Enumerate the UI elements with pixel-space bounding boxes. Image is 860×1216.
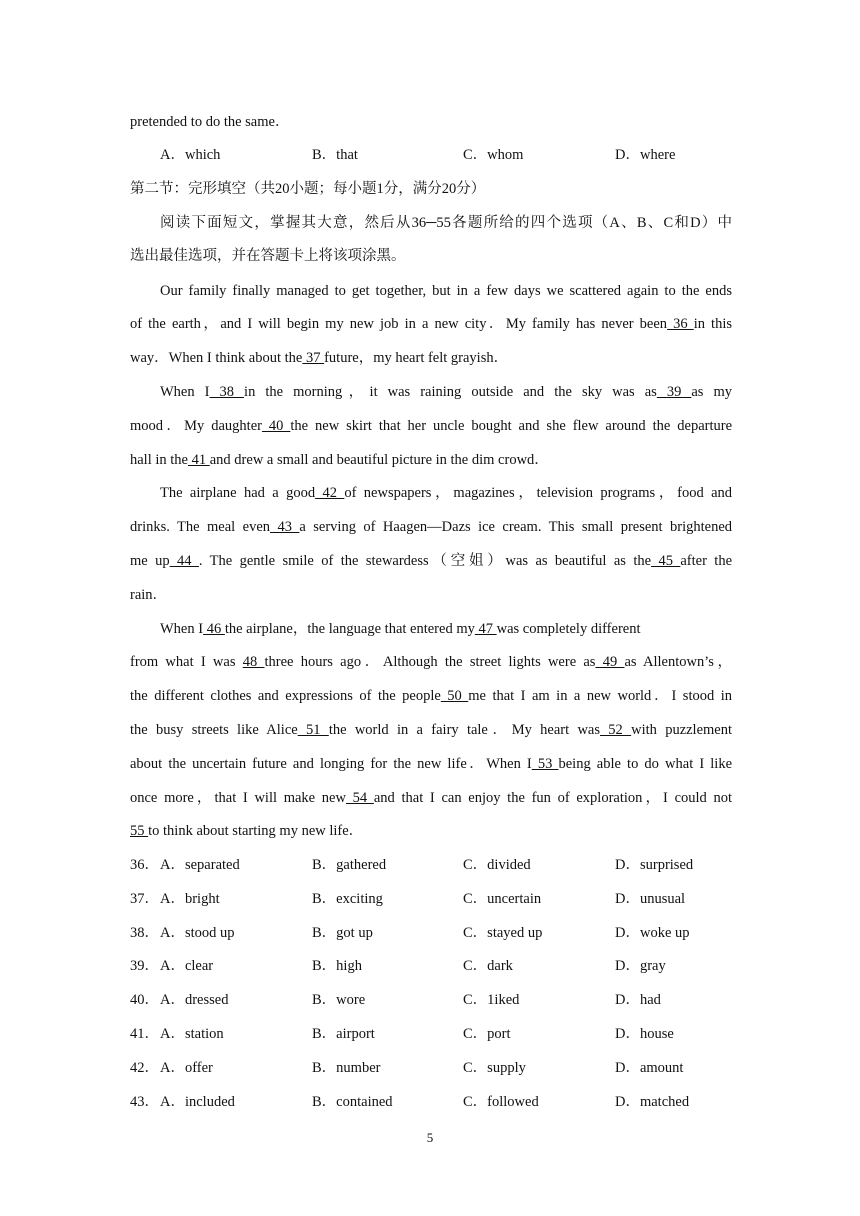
option-d: D．where: [615, 147, 676, 163]
blank-46: 46: [203, 621, 225, 637]
question-number: 37．: [130, 891, 159, 907]
section-heading: 第二节：完形填空（共20小题；每小题1分，满分20分）: [130, 181, 486, 197]
passage-line: of the earth，and I will begin my new job in a new city．My family has never been 36 in this: [130, 316, 733, 332]
option-a: A．included: [160, 1094, 235, 1110]
passage-line: Our family finally managed to get together, but in a few days we scattered again to the ends: [160, 283, 732, 299]
question-number: 41．: [130, 1026, 159, 1042]
option-a: A．which: [160, 147, 221, 163]
passage-line: once more，that I will make new 54 and that I can enjoy the fun of exploration，I could not: [130, 790, 733, 806]
passage-line: rain．: [130, 587, 168, 603]
page-number: 5: [426, 1130, 434, 1145]
option-b: B．high: [312, 958, 362, 974]
option-a: A．bright: [160, 891, 220, 907]
option-c: C．divided: [463, 857, 531, 873]
passage-line: drinks. The meal even 43 a serving of Haagen—Dazs ice cream. This small present brightened: [130, 519, 733, 535]
option-d: D．house: [615, 1026, 674, 1042]
question-row: [130, 855, 732, 875]
blank-53: 53: [531, 756, 559, 772]
passage-line: 55 to think about starting my new life．: [130, 823, 364, 839]
question-number: 38．: [130, 925, 159, 941]
option-c: C．1iked: [463, 992, 520, 1008]
blank-55: 55: [130, 823, 149, 839]
question-row: [130, 923, 732, 943]
option-c: C．followed: [463, 1094, 539, 1110]
option-c: C．whom: [463, 147, 524, 163]
passage-line: way．When I think about the 37 future，my heart felt grayish．: [130, 350, 509, 366]
passage-line: about the uncertain future and longing for the new life．When I 53 being able to do what I like: [130, 756, 732, 772]
passage-line: me up 44 . The gentle smile of the stewardess（空姐）was as beautiful as the 45 after the: [130, 553, 733, 569]
passage-line: The airplane had a good 42 of newspapers，magazines，television programs，food and: [160, 485, 733, 501]
option-b: B．got up: [312, 925, 373, 941]
option-b: B．contained: [312, 1094, 393, 1110]
question-row: [130, 990, 732, 1010]
passage-line: mood．My daughter 40 the new skirt that her uncle bought and she flew around the departure: [130, 418, 733, 434]
blank-40: 40: [261, 418, 291, 434]
passage-line: from what I was 48 three hours ago．Although the street lights were as 49 as Allentown’s，: [130, 654, 732, 670]
option-d: D．gray: [615, 958, 666, 974]
blank-50: 50: [440, 688, 469, 704]
blank-45: 45: [651, 553, 681, 569]
blank-42: 42: [315, 485, 345, 501]
option-a: A．separated: [160, 857, 240, 873]
blank-48: 48: [242, 654, 265, 670]
question-number: 39．: [130, 958, 159, 974]
option-d: D．amount: [615, 1060, 684, 1076]
option-d: D．woke up: [615, 925, 690, 941]
blank-47: 47: [474, 621, 497, 637]
question-number: 43．: [130, 1094, 159, 1110]
blank-38: 38: [209, 384, 245, 400]
option-c: C．dark: [463, 958, 513, 974]
question-number: 40．: [130, 992, 159, 1008]
option-b: B．exciting: [312, 891, 383, 907]
question-row: [130, 889, 732, 909]
section-instructions-1: 阅读下面短文，掌握其大意，然后从36─55各题所给的四个选项（A、B、C和D）中: [160, 215, 732, 231]
blank-36: 36: [667, 316, 694, 332]
option-a: A．offer: [160, 1060, 213, 1076]
blank-52: 52: [600, 722, 632, 738]
option-c: C．stayed up: [463, 925, 543, 941]
option-c: C．port: [463, 1026, 511, 1042]
question-row: [130, 1024, 732, 1044]
blank-39: 39: [656, 384, 692, 400]
option-a: A．station: [160, 1026, 224, 1042]
option-d: D．had: [615, 992, 661, 1008]
passage-line: hall in the 41 and drew a small and beautiful picture in the dim crowd．: [130, 452, 549, 468]
option-b: B．number: [312, 1060, 381, 1076]
passage-line: the busy streets like Alice 51 the world in a fairy tale．My heart was 52 with puzzlement: [130, 722, 733, 738]
option-c: C．supply: [463, 1060, 526, 1076]
passage-line: When I 46 the airplane，the language that entered my 47 was completely different: [160, 621, 641, 637]
question-row: [130, 1092, 732, 1112]
option-a: A．stood up: [160, 925, 235, 941]
option-d: D．surprised: [615, 857, 694, 873]
blank-37: 37: [302, 350, 325, 366]
blank-51: 51: [297, 722, 329, 738]
previous-question-tail: pretended to do the same．: [130, 114, 290, 130]
option-b: B．gathered: [312, 857, 387, 873]
blank-43: 43: [270, 519, 300, 535]
passage-line: the different clothes and expressions of the people 50 me that I am in a new world．I stood in: [130, 688, 732, 704]
blank-54: 54: [345, 790, 374, 806]
option-c: C．uncertain: [463, 891, 542, 907]
passage-line: When I 38 in the morning，it was raining outside and the sky was as 39 as my: [160, 384, 732, 400]
option-a: A．dressed: [160, 992, 229, 1008]
blank-49: 49: [595, 654, 625, 670]
option-b: B．wore: [312, 992, 366, 1008]
option-b: B．that: [312, 147, 358, 163]
option-b: B．airport: [312, 1026, 375, 1042]
question-number: 36．: [130, 857, 159, 873]
previous-question-options: [130, 145, 732, 165]
question-number: 42．: [130, 1060, 159, 1076]
option-a: A．clear: [160, 958, 214, 974]
blank-41: 41: [188, 452, 210, 468]
section-instructions-2: 选出最佳选项，并在答题卡上将该项涂黑。: [130, 248, 406, 264]
question-row: [130, 956, 732, 976]
option-d: D．unusual: [615, 891, 686, 907]
question-row: [130, 1058, 732, 1078]
blank-44: 44: [169, 553, 199, 569]
option-d: D．matched: [615, 1094, 690, 1110]
